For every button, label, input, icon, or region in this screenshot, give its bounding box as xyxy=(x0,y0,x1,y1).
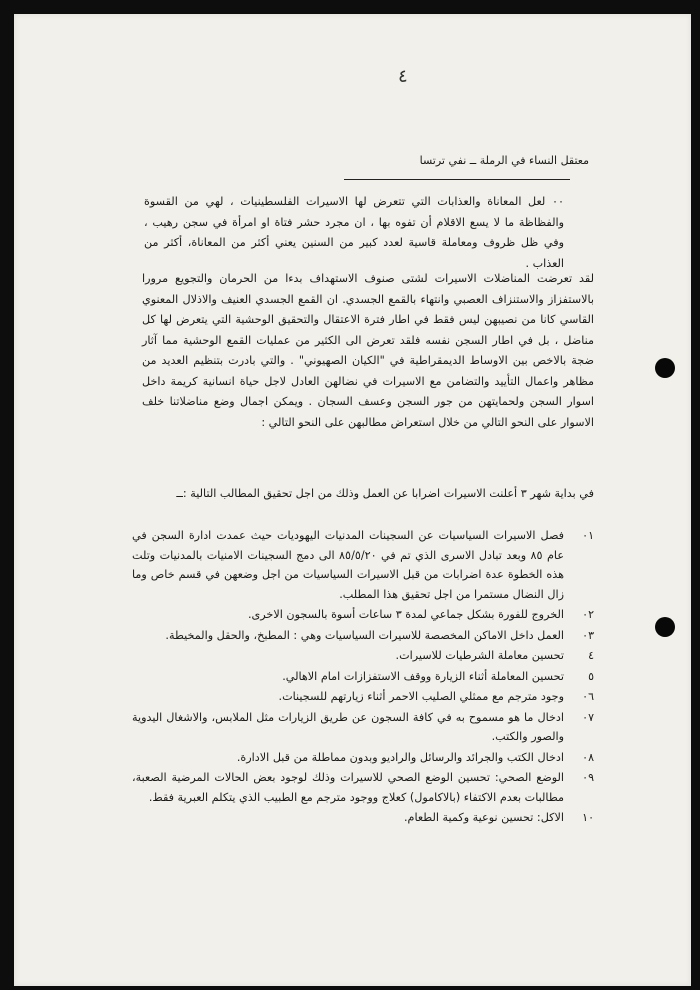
header-underline xyxy=(344,179,570,180)
paragraph-body: لقد تعرضت المناضلات الاسيرات لشتى صنوف الاستهداف بدءا من الحرمان والتجويع مرورا بالاستفزاز والاستنزاف العصبي وانتهاء بالقمع الجسدي. ان القمع الجسدي العنيف والاذلال المعنوي القاسي كانا من نصيبهن ليس فقط في اطار فترة الاعتقال والتحقيق الوحشية التي يتعرض لها كل مناضل ، بل في اطار السجن نفسه فلقد تعرض الى الكثير من عمليات القمع الوحشية مما آثار ضجة بالاخص بين الاوساط الديمقراطية في "الكيان الصهيوني" . والتي بادرت بتنظيم العديد من مظاهر واعمال التأييد والتضامن مع الاسيرات في نضالهن العادل لاجل حياة انسانية كريمة داخل اسوار السجن ولحمايتهن من جور السجن وعسف السجان . ويمكن اجمال وضع مناضلاتنا خلف الاسوار على النحو التالي من خلال استعراض مطالبهن على النحو التالي : xyxy=(142,272,594,429)
list-item xyxy=(132,605,594,625)
page-number: ٤ xyxy=(398,66,408,87)
list-item-text: الاكل: تحسين نوعية وكمية الطعام. xyxy=(404,811,564,824)
list-item xyxy=(132,526,594,604)
list-item-text: تحسين معاملة الشرطيات للاسيرات. xyxy=(395,649,564,662)
binder-hole xyxy=(655,617,675,637)
list-item xyxy=(132,708,594,747)
list-item-number: ٠٦ xyxy=(582,690,594,703)
list-item-text: ادخال ما هو مسموح به في كافة السجون عن طريق الزيارات مثل الملابس، والاشغال اليدوية والصور والكتب. xyxy=(132,710,564,743)
demands-intro: في بداية شهر ٣ أعلنت الاسيرات اضرابا عن العمل وذلك من اجل تحقيق المطالب التالية :ــ xyxy=(176,487,594,500)
list-item-number: ٠٧ xyxy=(582,710,594,724)
list-item xyxy=(132,748,594,768)
paragraph-intro: ٠٠ لعل المعاناة والعذابات التي تتعرض لها الاسيرات الفلسطينيات ، لهي من القسوة والفظاظة ما لا يسع الاقلام أن تفوه بها ، ان مجرد حشر فتاة او امرأة في سجن رهيب ، وفي ظل ظروف ومعاملة قاسية لعدد كبير من السنين يعني أكثر من المعاناة، أكثر من العذاب . xyxy=(144,195,564,270)
list-item-text: وجود مترجم مع ممثلي الصليب الاحمر أثناء زيارتهم للسجينات. xyxy=(278,690,564,703)
list-item-number: ٠٨ xyxy=(582,750,594,764)
list-item-number: ٥ xyxy=(588,669,594,683)
list-item-number: ٠٣ xyxy=(582,628,594,642)
list-item-number: ١٠ xyxy=(582,811,594,824)
list-item-text: ادخال الكتب والجرائد والرسائل والراديو وبدون مماطلة من قبل الادارة. xyxy=(236,750,564,764)
list-item xyxy=(132,808,594,828)
document-header: معتقل النساء في الرملة ــ نفي ترتسا xyxy=(419,154,589,167)
document-page xyxy=(14,14,691,986)
list-item-text: تحسين المعاملة أثناء الزيارة ووقف الاستفزازات امام الاهالي. xyxy=(282,669,564,683)
list-item xyxy=(132,687,594,707)
demands-list xyxy=(132,526,594,829)
list-item xyxy=(132,768,594,807)
list-item-number: ٤ xyxy=(588,649,594,662)
list-item-text: العمل داخل الاماكن المخصصة للاسيرات السياسيات وهي : المطبخ، والحقل والمخيطة. xyxy=(165,628,564,642)
list-item-number: ٠١ xyxy=(582,529,594,542)
list-item-number: ٠٩ xyxy=(582,771,594,784)
list-item-text: الخروج للفورة بشكل جماعي لمدة ٣ ساعات أسوة بالسجون الاخرى. xyxy=(247,608,564,621)
list-item-text: الوضع الصحي: تحسين الوضع الصحي للاسيرات وذلك لوجود بعض الحالات المرضية الصعبة، مطالبات بعدم الاكتفاء (بالاكامول) كعلاج ووجود مترجم مع الطبيب الذي يتكلم العبرية فقط. xyxy=(132,771,564,804)
list-item xyxy=(132,646,594,666)
list-item xyxy=(132,626,594,646)
list-item-number: ٠٢ xyxy=(582,608,594,621)
list-item xyxy=(132,667,594,687)
binder-hole xyxy=(655,358,675,378)
list-item-text: فصل الاسيرات السياسيات عن السجينات المدنيات اليهوديات حيث عمدت ادارة السجن في عام ٨٥ وبعد تبادل الاسرى الذي تم في ٨٥/٥/٢٠ الى دمج السجينات الامنيات بالمدنيات وتلت هذه الخطوة عدة اضرابات من قبل الاسيرات السياسيات من اجل وضعهن في قسم خاص وما زال النضال مستمرا من اجل تحقيق هذا المطلب. xyxy=(132,529,564,601)
